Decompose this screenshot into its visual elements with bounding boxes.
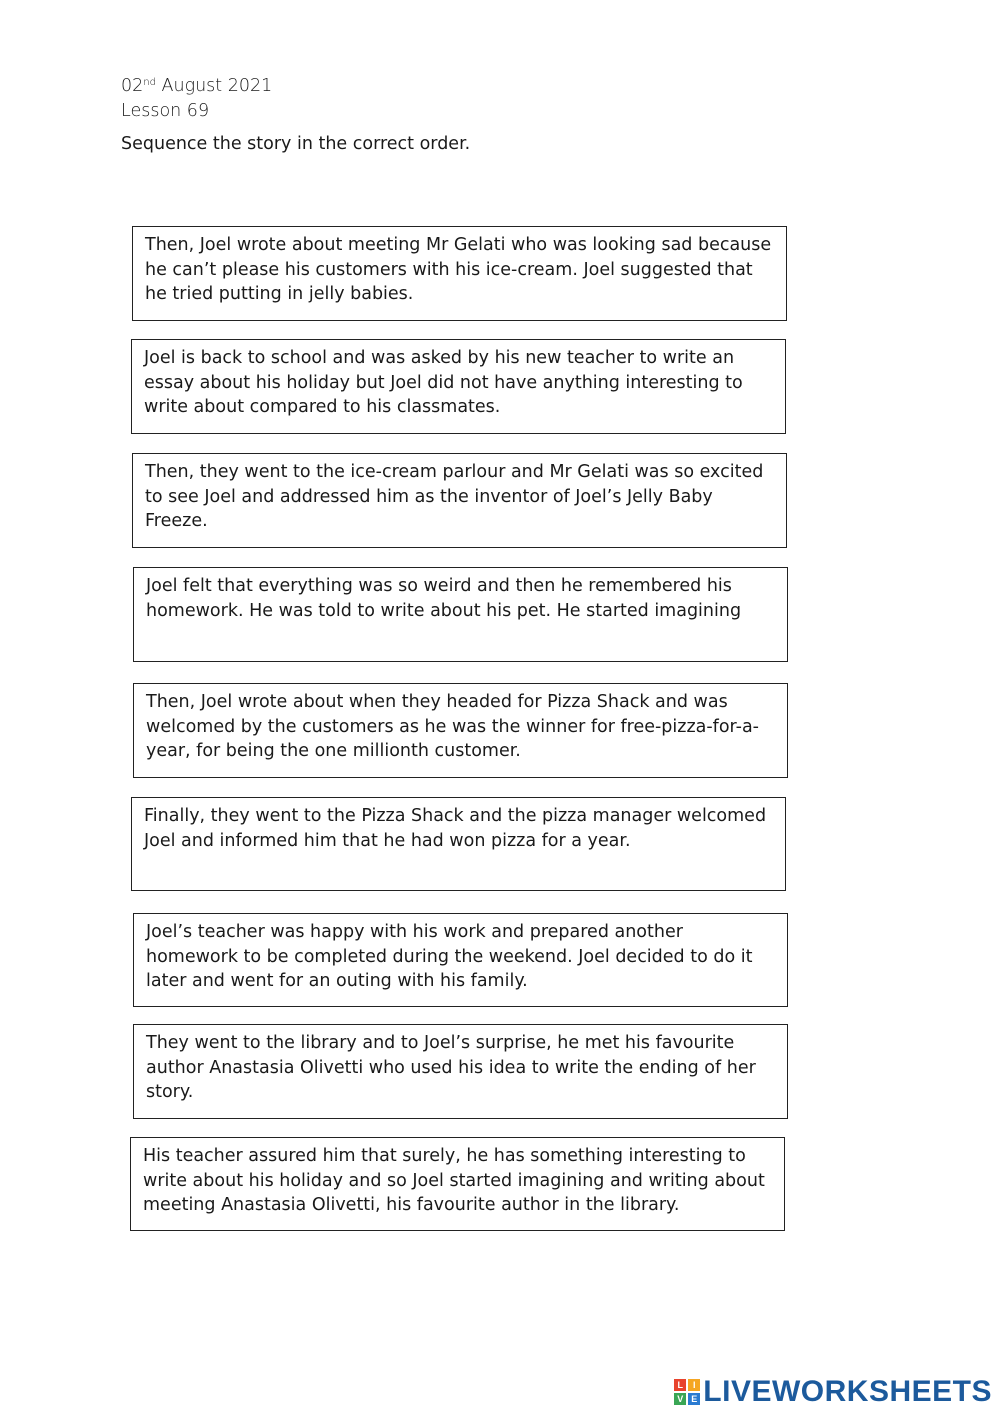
story-box-6[interactable]: Finally, they went to the Pizza Shack and the pizza manager welcomed Joel and informed him that he had won pizza for a year.	[131, 797, 786, 891]
worksheet-header	[121, 70, 272, 124]
story-box-1[interactable]: Then, Joel wrote about meeting Mr Gelati who was looking sad because he can’t please his customers with his ice-cream. Joel suggested that he tried putting in jelly babies.	[132, 226, 787, 321]
logo-mark-i: I	[688, 1379, 700, 1391]
logo-mark-v: V	[674, 1393, 686, 1405]
logo-mark-l: L	[674, 1379, 686, 1391]
story-box-8[interactable]: They went to the library and to Joel’s surprise, he met his favourite author Anastasia Olivetti who used his idea to write the ending of her story.	[133, 1024, 788, 1119]
logo-mark-icon	[674, 1379, 700, 1405]
story-box-7[interactable]: Joel’s teacher was happy with his work and prepared another homework to be completed during the weekend. Joel decided to do it later and went for an outing with his family.	[133, 913, 788, 1007]
date-line	[121, 70, 272, 99]
logo-text: LIVEWORKSHEETS	[703, 1375, 992, 1408]
story-box-2[interactable]: Joel is back to school and was asked by his new teacher to write an essay about his holiday but Joel did not have anything interesting to write about compared to his classmates.	[131, 339, 786, 434]
story-box-4[interactable]: Joel felt that everything was so weird and then he remembered his homework. He was told to write about his pet. He started imagining	[133, 567, 788, 662]
story-box-3[interactable]: Then, they went to the ice-cream parlour and Mr Gelati was so excited to see Joel and addressed him as the inventor of Joel’s Jelly Baby Freeze.	[132, 453, 787, 548]
date-suffix: nd	[143, 77, 156, 88]
instruction-text: Sequence the story in the correct order.	[121, 134, 471, 154]
date-month-year: August 2021	[155, 76, 273, 96]
logo-mark-e: E	[688, 1393, 700, 1405]
date-day: 02	[121, 76, 144, 96]
liveworksheets-logo	[674, 1375, 992, 1409]
story-box-5[interactable]: Then, Joel wrote about when they headed for Pizza Shack and was welcomed by the customers as he was the winner for free-pizza-for-a-year, for being the one millionth customer.	[133, 683, 788, 778]
story-box-9[interactable]: His teacher assured him that surely, he has something interesting to write about his holiday and so Joel started imagining and writing about meeting Anastasia Olivetti, his favourite author in the library.	[130, 1137, 785, 1231]
lesson-label: Lesson 69	[121, 101, 210, 121]
